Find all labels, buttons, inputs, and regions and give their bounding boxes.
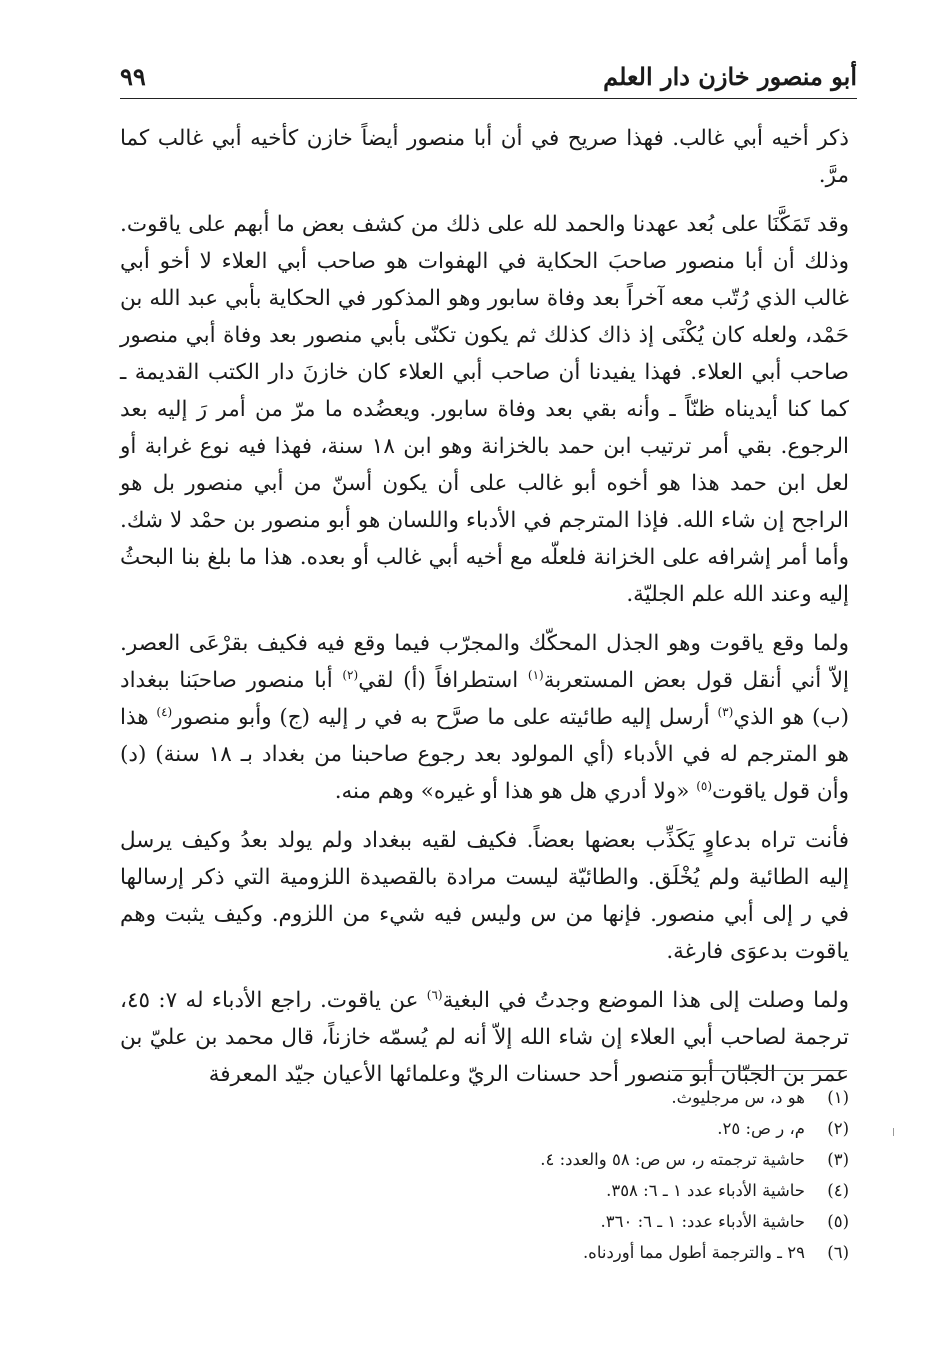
text-run: استطرافاً (أ) لقي xyxy=(358,668,519,693)
paragraph xyxy=(120,625,849,810)
paragraph: وقد تَمَكَّنَا على بُعد عهدنا والحمد لله على ذلك من كشف بعض ما أبهم على ياقوت. وذلك أن أبا منصور صاحبَ الحكاية في الهفوات هو صاحب أبي العلاء لا أخو أبي غالب الذي رُتّب معه آخراً بعد وفاة سابور وهو المذكور في الحكاية بأبي عبد الله بن حَمْد، ولعله كان يُكْنَى إذ ذاك كذلك ثم يكون تكنّى بأبي منصور بعد وفاة أبي منصور صاحب أبي العلاء. فهذا يفيدنا أن صاحب أبي العلاء كان خازنَ دار الكتب القديمة ـ كما كنا أيديناه ظنّاً ـ وأنه بقي بعد وفاة سابور. ويعضُده ما مرّ من أمر رَ إليه بعد الرجوع. بقي أمر ترتيب ابن حمد بالخزانة وهو ابن ١٨ سنة، فهذا فيه نوع غرابة أو لعل ابن حمد هذا هو أخوه أبو غالب على أن يكون أسنّ من أبي منصور بل هو الراجح إن شاء الله. فإذا المترجم في الأدباء واللسان هو أبو منصور بن حمْد لا شك. وأما أمر إشرافه على الخزانة فلعلّه مع أخيه أبي غالب أو بعده. هذا ما بلغ بنا البحثُ إليه وعند الله علم الجليّة. xyxy=(120,212,849,607)
footnote-number: (٢) xyxy=(827,1119,849,1138)
footnote-ref: (٢) xyxy=(342,667,359,682)
footnotes xyxy=(300,1082,849,1268)
text-run: ولما وقع ياقوت وهو الجذل المحكّك والمجرّب فيما وقع فيه فكيف بقرْعَى العصر. إلاّ أني أنقل قول بعض المستعربة xyxy=(120,631,849,693)
footnote xyxy=(300,1175,849,1206)
footnote-ref: (١) xyxy=(527,667,544,682)
margin-mark xyxy=(893,1128,894,1136)
page-number: ٩٩ xyxy=(120,62,146,91)
footnote-number: (٣) xyxy=(827,1150,849,1169)
footnote-number: (٥) xyxy=(827,1212,849,1231)
paragraph: ذكر أخيه أبي غالب. فهذا صريح في أن أبا منصور أيضاً خازن كأخيه أبي غالب كما مرَّ. xyxy=(120,126,849,188)
footnote-text: م، ر ص: ٢٥. xyxy=(717,1119,805,1138)
main-text xyxy=(120,120,849,1093)
footnote-ref: (٥) xyxy=(696,778,713,793)
text-run: أبا منصور صاحبَنا ببغداد (ب) هو الذي xyxy=(120,668,849,730)
footnote xyxy=(300,1144,849,1175)
footnote-text: ٢٩ ـ والترجمة أطول مما أوردناه. xyxy=(582,1243,805,1262)
footnote xyxy=(300,1113,849,1144)
footnote-number: (٤) xyxy=(827,1181,849,1200)
footnote-text: حاشية الأدباء عدد: ١ ـ ٦: ٣٦٠. xyxy=(600,1212,805,1231)
footnote xyxy=(300,1082,849,1113)
footnote-number: (١) xyxy=(827,1088,849,1107)
footnote-ref: (٤) xyxy=(156,704,173,719)
footnote-text: حاشية الأدباء عدد ١ ـ ٦: ٣٥٨. xyxy=(606,1181,805,1200)
text-run: أرسل إليه طائيته على ما صرَّح به في ر إليه (ج) وأبو منصور xyxy=(172,705,710,730)
footnote-text: هو د، س مرجليوث. xyxy=(671,1088,805,1107)
paragraph xyxy=(120,982,849,1093)
footnote-text: حاشية ترجمته ر، س ص: ٥٨ والعدد: ٤. xyxy=(540,1150,805,1169)
text-run: هذا هو المترجم له في الأدباء (أي المولود بعد رجوع صاحبنا من بغداد بـ ١٨ سنة) (د) وأن قول ياقوت xyxy=(120,705,850,804)
footnote xyxy=(300,1237,849,1268)
footnote xyxy=(300,1206,849,1237)
text-run: «ولا أدري هل هو هذا أو غيره» وهم منه. xyxy=(334,779,690,804)
footnote-number: (٦) xyxy=(827,1243,849,1262)
paragraph: فأنت تراه بدعاوٍ يَكَذِّب بعضها بعضاً. فكيف لقيه ببغداد ولم يولد بعدُ وكيف يرسل إليه الطائية ولم يُخْلَق. والطائيّة ليست مرادة بالقصيدة اللزومية التي ذكر إرسالها في ر إلى أبي منصور. فإنها من س وليس فيه شيء من اللزوم. وكيف يثبت وهم ياقوت بدعوَى فارغة. xyxy=(120,828,849,964)
running-title: أبو منصور خازن دار العلم xyxy=(603,62,857,91)
footnote-separator xyxy=(672,1070,847,1071)
running-header xyxy=(120,58,857,99)
text-run: ولما وصلت إلى هذا الموضع وجدتُ في البغية xyxy=(442,988,850,1013)
footnote-ref: (٦) xyxy=(426,987,443,1002)
footnote-ref: (٣) xyxy=(717,704,734,719)
text-run: عن ياقوت. راجع الأدباء له ٧: ٤٥، ترجمة لصاحب أبي العلاء إن شاء الله إلاّ أنه لم يُسمّه خازناً، قال محمد بن عليّ بن عمر بن الجبّان أبو منصور أحد حسنات الريّ وعلمائها الأعيان جيّد المعرفة xyxy=(120,988,849,1087)
